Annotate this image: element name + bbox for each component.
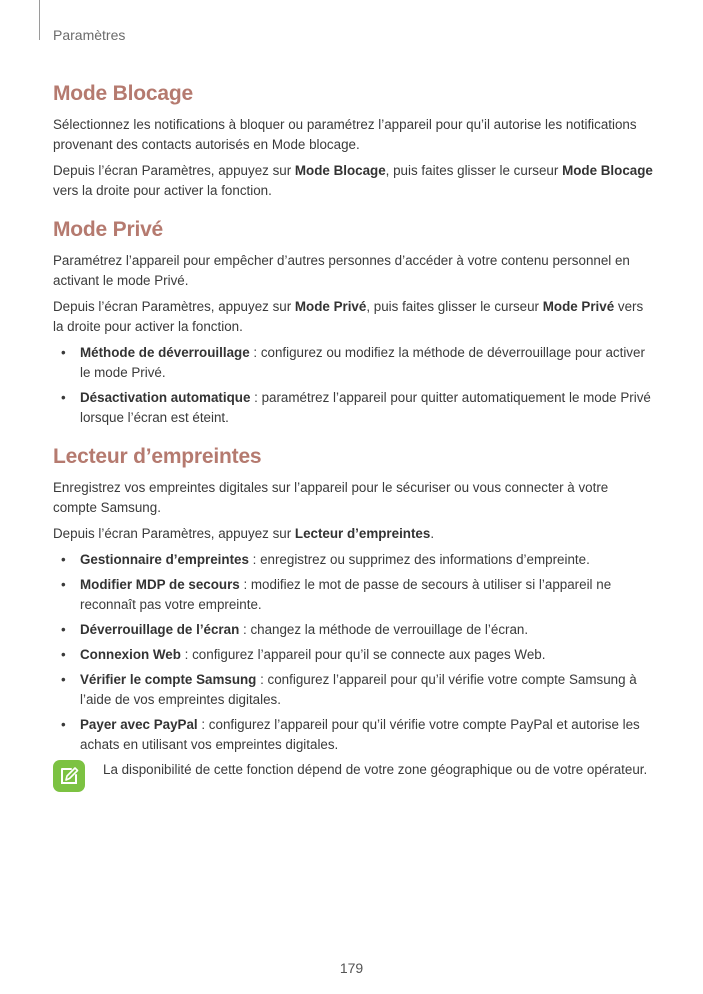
option-term: Méthode de déverrouillage <box>80 345 250 360</box>
text: vers la droite pour activer la fonction. <box>53 183 272 198</box>
bullet-icon: • <box>61 647 66 662</box>
paragraph: Paramétrez l’appareil pour empêcher d’autres personnes d’accéder à votre contenu personnel en activant le mode Privé. <box>53 253 630 288</box>
page-header: Paramètres <box>53 27 126 43</box>
text: Depuis l’écran Paramètres, appuyez sur <box>53 526 295 541</box>
bullet-icon: • <box>61 552 66 567</box>
bullet-icon: • <box>61 577 66 592</box>
option-description: : enregistrez ou supprimez des informations d’empreinte. <box>248 552 590 567</box>
option-description: : configurez l’appareil pour qu’il se connecte aux pages Web. <box>180 647 546 662</box>
option-term: Modifier MDP de secours <box>80 577 240 592</box>
section-title-mode-prive: Mode Privé <box>53 218 164 241</box>
paragraph: Enregistrez vos empreintes digitales sur l’appareil pour le sécuriser ou vous connecter à votre compte Samsung. <box>53 480 609 515</box>
text: , puis faites glisser le curseur <box>385 163 563 178</box>
section-title-lecteur-empreintes: Lecteur d’empreintes <box>53 445 262 468</box>
option-term: Désactivation automatique <box>80 390 251 405</box>
instruction-paragraph <box>53 161 653 201</box>
note-box <box>53 760 653 792</box>
bullet-list <box>53 343 653 428</box>
note-pencil-icon <box>53 760 85 792</box>
option-description: : configurez ou modifiez la méthode de déverrouillage pour activer le mode Privé. <box>80 345 645 380</box>
option-description: : configurez l’appareil pour qu’il vérifie votre compte PayPal et autorise les achats en utilisant vos empreintes digitales. <box>80 717 640 752</box>
option-description: : configurez l’appareil pour qu’il vérifie votre compte Samsung à l’aide de vos empreintes digitales. <box>80 672 637 707</box>
page-corner-mark <box>39 0 40 40</box>
menu-term: Mode Blocage <box>294 163 386 178</box>
instruction-paragraph <box>53 297 653 337</box>
menu-term: Mode Privé <box>542 299 615 314</box>
option-term: Connexion Web <box>80 647 181 662</box>
list-item <box>53 620 653 640</box>
text: Depuis l’écran Paramètres, appuyez sur <box>53 163 295 178</box>
list-item <box>53 343 653 383</box>
option-description: : modifiez le mot de passe de secours à utiliser si l’appareil ne reconnaît pas votre empreinte. <box>80 577 612 612</box>
option-term: Vérifier le compte Samsung <box>80 672 257 687</box>
page-number: 179 <box>339 960 364 976</box>
bullet-icon: • <box>61 390 66 405</box>
list-item <box>53 388 653 428</box>
menu-term: Mode Privé <box>294 299 367 314</box>
list-item <box>53 645 653 665</box>
bullet-icon: • <box>61 622 66 637</box>
text: . <box>430 526 435 541</box>
bullet-icon: • <box>61 717 66 732</box>
section-lecteur-empreintes <box>53 445 653 792</box>
paragraph: Sélectionnez les notifications à bloquer ou paramétrez l’appareil pour qu’il autorise les notifications provenant des contacts autorisés en Mode blocage. <box>53 117 637 152</box>
bullet-list <box>53 550 653 755</box>
list-item <box>53 715 653 755</box>
text: vers la droite pour activer la fonction. <box>53 299 644 334</box>
text: , puis faites glisser le curseur <box>366 299 543 314</box>
option-description: : changez la méthode de verrouillage de l’écran. <box>239 622 529 637</box>
menu-term: Mode Blocage <box>562 163 653 178</box>
bullet-icon: • <box>61 672 66 687</box>
option-term: Déverrouillage de l’écran <box>80 622 240 637</box>
list-item <box>53 575 653 615</box>
option-description: : paramétrez l’appareil pour quitter automatiquement le mode Privé lorsque l’écran est éteint. <box>80 390 651 425</box>
note-text: La disponibilité de cette fonction dépend de votre zone géographique ou de votre opérateur. <box>103 762 648 777</box>
option-term: Payer avec PayPal <box>80 717 198 732</box>
option-term: Gestionnaire d’empreintes <box>80 552 249 567</box>
page-content <box>53 82 653 809</box>
list-item <box>53 550 653 570</box>
list-item <box>53 670 653 710</box>
section-mode-blocage <box>53 82 653 201</box>
instruction-paragraph <box>53 524 653 544</box>
section-mode-prive <box>53 218 653 428</box>
section-title-mode-blocage: Mode Blocage <box>53 82 193 105</box>
text: Depuis l’écran Paramètres, appuyez sur <box>53 299 295 314</box>
bullet-icon: • <box>61 345 66 360</box>
menu-term: Lecteur d’empreintes <box>294 526 431 541</box>
